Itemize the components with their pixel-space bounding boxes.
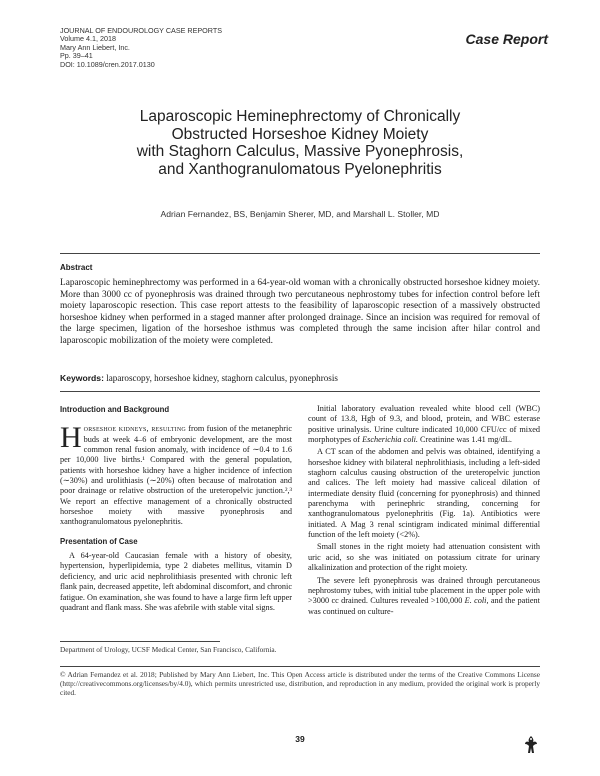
affiliation: Department of Urology, UCSF Medical Center, San Francisco, California. xyxy=(60,645,277,654)
title-line: and Xanthogranulomatous Pyelonephritis xyxy=(158,160,442,178)
lab-text-end: Creatinine was 1.41 mg/dL. xyxy=(417,435,512,445)
case-heading: Presentation of Case xyxy=(60,536,138,546)
intro-paragraph xyxy=(60,421,292,527)
copyright-notice: © Adrian Fernandez et al. 2018; Published by Mary Ann Liebert, Inc. This Open Access article is distributed under the terms of the Creative Commons License (http://creativecommons.org/licenses/by/4.0), which permits unrestricted use, distribution, and reproduction in any medium, provided the original work is properly cited. xyxy=(60,670,540,697)
article-type-label: Case Report xyxy=(465,31,548,47)
abstract-heading: Abstract xyxy=(60,263,93,272)
journal-name: JOURNAL OF ENDOUROLOGY CASE REPORTS xyxy=(60,26,223,35)
journal-info xyxy=(60,27,300,69)
right-column xyxy=(308,404,540,617)
journal-volume: Volume 4.1, 2018 xyxy=(60,34,116,44)
lab-text: Initial laboratory evaluation revealed white blood cell (WBC) count of 13.8, Hgb of 9.3, and blood, protein, and WBC esterase positive urinalysis. Urine culture indicated 10,000 CFU/cc of mixed morphotypes of xyxy=(308,404,540,445)
case-paragraph: A 64-year-old Caucasian female with a history of obesity, hypertension, hyperlipidemia, type 2 diabetes mellitus, vitamin D deficiency, and uric acid nephrolithiasis presented with chronic left flank pain, decreased appetite, left abdominal discomfort, and chronic fatigue. On examination, she was found to have a large firm left upper quadrant and flank mass. She was afebrile with stable vital signs. xyxy=(60,551,292,612)
keywords-label: Keywords: xyxy=(60,373,104,383)
abstract-text: Laparoscopic heminephrectomy was performed in a 64-year-old woman with a chronically obstructed horseshoe kidney moiety. More than 3000 cc of pyonephrosis was drained through two percutaneous nephrostomy tubes for infection control before left moiety laparoscopic resection. This case report attests to the feasibility of laparoscopic resection of a massively obstructed horseshoe kidney when performed in a staged manner after prolonged drainage. Since an incision was required for removal of the large specimen, ligation of the horseshoe isthmus was completed through the same incision after hilar control and laparoscopic mobilization of the moiety were completed. xyxy=(60,278,540,346)
title-line: with Staghorn Calculus, Massive Pyonephrosis, xyxy=(136,143,464,161)
intro-smallcaps: orseshoe kidneys, resulting xyxy=(83,424,186,434)
drop-cap: H xyxy=(60,421,82,455)
ct-paragraph: A CT scan of the abdomen and pelvis was obtained, identifying a horseshoe kidney with bilateral nephrolithiasis, including a left-sided staghorn calculus causing obstruction of the ureteropelvic junction and calices. The left moiety had massive caliceal dilation of intermediate density fluid (concerning for pyonephrosis) and thinned parenchyma with perinephric stranding, concerning for xanthogranulomatous pyelonephritis (Fig. 1a). Antibiotics were initiated. A Mag 3 renal scintigram indicated minimal differential function of the left moiety (<2%). xyxy=(308,447,540,540)
stones-paragraph: Small stones in the right moiety had attenuation consistent with uric acid, so she was initiated on potassium citrate for urinary alkalinization and protection of the right moiety. xyxy=(308,542,540,573)
drainage-text-end: and the patient was continued on culture- xyxy=(308,596,540,616)
copyright-rule xyxy=(60,666,540,667)
title-line: Laparoscopic Heminephrectomy of Chronically xyxy=(139,108,461,125)
drainage-text: The severe left pyonephrosis was drained through percutaneous nephrostomy tubes, with initial tube placement in the upper pole with >3000 cc drained. Cultures revealed >100,000 xyxy=(308,575,540,606)
abstract-top-rule xyxy=(60,253,540,254)
intro-heading: Introduction and Background xyxy=(60,405,170,414)
keywords xyxy=(60,373,540,383)
journal-pages: Pp. 39–41 xyxy=(60,51,93,61)
lab-italic: Escherichia coli. xyxy=(362,435,418,445)
author-list: Adrian Fernandez, BS, Benjamin Sherer, MD, and Marshall L. Stoller, MD xyxy=(160,209,440,219)
journal-publisher: Mary Ann Liebert, Inc. xyxy=(60,42,130,52)
left-column xyxy=(60,405,292,613)
drainage-italic: E. coli, xyxy=(464,596,489,606)
keywords-text: laparoscopy, horseshoe kidney, staghorn calculus, pyonephrosis xyxy=(106,373,338,383)
drainage-paragraph xyxy=(308,576,540,617)
lab-paragraph xyxy=(308,404,540,445)
title-line: Obstructed Horseshoe Kidney Moiety xyxy=(171,125,429,143)
intro-text: from fusion of the metanephric buds at week 4–6 of embryonic development, are the most common renal fusion anomaly, with incidence of ∼0.4 to 1.6 per 10,000 live births.¹ Compared with the general population, patients with horseshoe kidney have a higher incidence of infection (∼30%) and urolithiasis (∼20%) often because of malrotation and poor drainage or relative obstruction of the ureteropelvic junction.²,³ We report an effective management of a chronically obstructed horseshoe moiety with massive pyonephrosis and xanthogranulomatous pyelonephritis. xyxy=(60,424,292,527)
footnote-rule xyxy=(60,641,220,642)
publisher-logo-icon xyxy=(519,733,543,757)
page-number: 39 xyxy=(295,734,305,744)
article-title xyxy=(70,108,530,178)
abstract-bottom-rule xyxy=(60,391,540,392)
journal-doi: DOI: 10.1089/cren.2017.0130 xyxy=(60,59,155,69)
